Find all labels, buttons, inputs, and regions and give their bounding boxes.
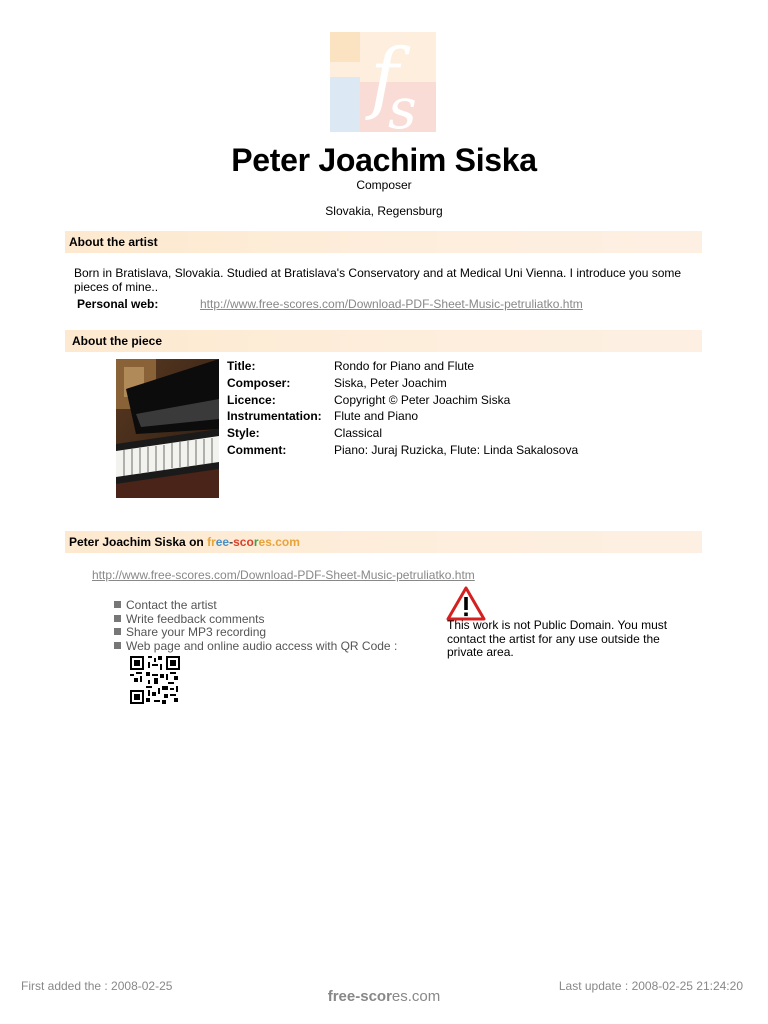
piece-field-label: Title:	[227, 359, 256, 373]
footer-free-scores-logo	[0, 988, 768, 1005]
piece-field-label: Comment:	[227, 443, 287, 457]
about-piece-heading: About the piece	[65, 330, 702, 352]
piece-field-label: Instrumentation:	[227, 409, 322, 424]
piece-field-value: Copyright © Peter Joachim Siska	[334, 392, 511, 407]
site-name-letter: c	[239, 535, 247, 549]
artist-action-item[interactable]	[114, 598, 217, 612]
artist-name: Peter Joachim Siska	[231, 142, 537, 178]
square-bullet-icon	[114, 628, 121, 635]
qr-code	[130, 656, 180, 704]
first-added-date: First added the : 2008-02-25	[21, 979, 173, 993]
site-name-letter: s	[265, 535, 272, 549]
free-scores-heading	[65, 531, 702, 553]
free-scores-heading-prefix: Peter Joachim Siska on	[69, 535, 208, 549]
free-scores-page-link[interactable]: http://www.free-scores.com/Download-PDF-Sheet-Music-petruliatko.htm	[92, 568, 475, 582]
free-scores-site-name	[207, 535, 300, 549]
about-artist-heading: About the artist	[65, 231, 702, 253]
svg-text:s: s	[388, 77, 417, 132]
piece-field-value: Classical	[334, 426, 383, 441]
artist-role: Composer	[356, 178, 412, 192]
site-name-letter: o	[246, 535, 254, 549]
site-name-letter: r	[253, 535, 259, 549]
site-name-letter: .com	[271, 535, 300, 549]
site-name-letter: s	[233, 535, 240, 549]
public-domain-warning: This work is not Public Domain. You must contact the artist for any use outside the private area.	[447, 618, 668, 659]
footer-logo-suffix: es.com	[391, 988, 441, 1005]
site-name-letter: -	[229, 535, 234, 549]
footer-logo-main: free-scor	[327, 988, 392, 1005]
site-name-letter: e	[215, 535, 223, 549]
square-bullet-icon	[114, 601, 121, 608]
square-bullet-icon	[114, 615, 121, 622]
piece-field-label: Licence:	[227, 392, 276, 407]
square-bullet-icon	[114, 642, 121, 649]
fs-logo-icon	[330, 32, 436, 132]
personal-web-link[interactable]: http://www.free-scores.com/Download-PDF-Sheet-Music-petruliatko.htm	[200, 297, 583, 311]
artist-location: Slovakia, Regensburg	[325, 204, 443, 218]
svg-text:f: f	[370, 33, 399, 123]
artist-action-item[interactable]	[114, 625, 266, 639]
warning-triangle-icon	[446, 586, 486, 621]
artist-bio: Born in Bratislava, Slovakia. Studied at Bratislava's Conservatory and at Medical Uni Vienna. I introduce you some pieces of mine..	[74, 266, 682, 294]
last-update-date: Last update : 2008-02-25 21:24:20	[558, 979, 743, 993]
artist-action-item	[114, 639, 397, 653]
site-name-letter: f	[207, 535, 212, 549]
site-name-letter: e	[222, 535, 230, 549]
artist-action-label: Web page and online audio access with QR Code :	[126, 638, 398, 653]
site-name-letter: r	[211, 535, 216, 549]
artist-action-label: Share your MP3 recording	[126, 625, 267, 639]
artist-action-label: Contact the artist	[126, 598, 217, 612]
artist-action-item[interactable]	[114, 612, 265, 626]
piece-field-label: Composer:	[227, 375, 291, 390]
personal-web-label: Personal web:	[77, 297, 159, 311]
artist-action-label: Write feedback comments	[126, 611, 265, 626]
grand-piano-photo	[116, 359, 219, 498]
piece-field-value: Siska, Peter Joachim	[334, 375, 447, 390]
piece-field-value: Flute and Piano	[334, 409, 419, 424]
piece-field-value: Rondo for Piano and Flute	[334, 359, 475, 373]
piece-field-label: Style:	[227, 426, 260, 441]
piece-field-value: Piano: Juraj Ruzicka, Flute: Linda Sakalosova	[334, 443, 579, 457]
site-name-letter: e	[258, 535, 266, 549]
